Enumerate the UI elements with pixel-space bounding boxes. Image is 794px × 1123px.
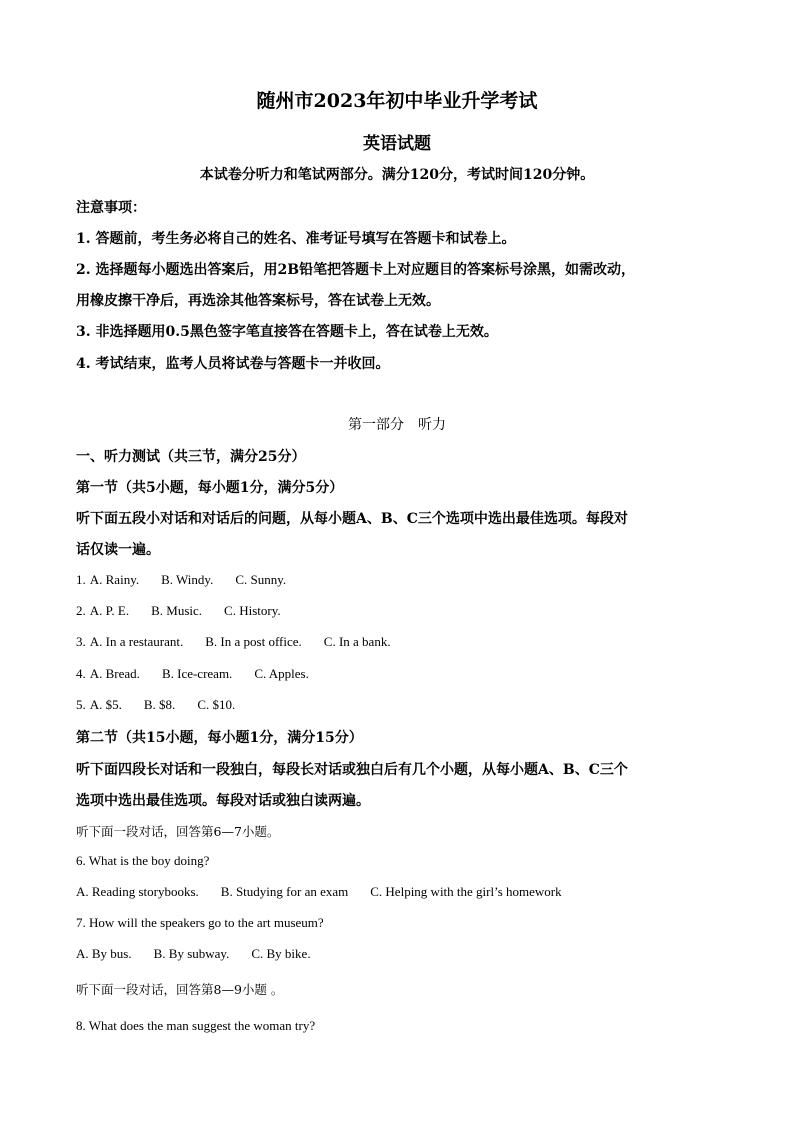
question-text: 6. What is the boy doing? — [76, 853, 210, 868]
option-c: C. By bike. — [251, 946, 311, 961]
option-c: C. Helping with the girl’s homework — [370, 884, 562, 899]
option-a: A. By bus. — [76, 946, 132, 961]
option-c: C. Sunny. — [235, 572, 287, 587]
option-b: B. Music. — [151, 603, 203, 618]
page-subtitle: 英语试题 — [363, 134, 431, 154]
question-row — [76, 697, 235, 713]
question-number: 4. — [76, 666, 86, 681]
listen-prompt: 听下面一段对话，回答第6—7小题。 — [76, 824, 280, 839]
option-a: A. Rainy. — [89, 572, 140, 587]
question-number: 3. — [76, 634, 86, 649]
notice-heading: 注意事项： — [76, 200, 146, 216]
exam-info: 本试卷分听力和笔试两部分。满分120分，考试时间120分钟。 — [199, 167, 595, 183]
subsection-heading: 第一节（共5小题，每小题1分，满分5分） — [76, 480, 344, 496]
instruction: 听下面四段长对话和一段独白，每段长对话或独白后有几个小题，从每小题A、B、C三个 — [76, 762, 628, 778]
notice-item: 4. 考试结束，监考人员将试卷与答题卡一并收回。 — [76, 356, 390, 372]
notice-item: 3. 非选择题用0.5黑色签字笔直接答在答题卡上，答在试卷上无效。 — [76, 324, 498, 340]
question-options — [76, 946, 311, 962]
option-c: C. Apples. — [254, 666, 309, 681]
option-b: B. In a post office. — [205, 634, 302, 649]
option-b: B. By subway. — [153, 946, 230, 961]
option-b: B. $8. — [143, 697, 176, 712]
page-title: 随州市2023年初中毕业升学考试 — [256, 90, 538, 112]
question-row — [76, 634, 391, 650]
option-b: B. Studying for an exam — [220, 884, 349, 899]
option-b: B. Windy. — [161, 572, 214, 587]
option-a: A. Bread. — [89, 666, 140, 681]
question-text: 7. How will the speakers go to the art museum? — [76, 915, 324, 930]
question-row — [76, 666, 309, 682]
instruction: 话仅读一遍。 — [76, 542, 160, 558]
instruction: 选项中选出最佳选项。每段对话或独白读两遍。 — [76, 793, 370, 809]
instruction: 听下面五段小对话和对话后的问题，从每小题A、B、C三个选项中选出最佳选项。每段对 — [76, 511, 628, 527]
question-number: 5. — [76, 697, 86, 712]
option-b: B. Ice-cream. — [161, 666, 233, 681]
section-heading: 一、听力测试（共三节，满分25分） — [76, 449, 306, 465]
notice-item: 用橡皮擦干净后，再选涂其他答案标号，答在试卷上无效。 — [76, 293, 440, 309]
option-a: A. Reading storybooks. — [76, 884, 199, 899]
question-number: 2. — [76, 603, 86, 618]
option-a: A. $5. — [89, 697, 122, 712]
notice-item: 1. 答题前，考生务必将自己的姓名、准考证号填写在答题卡和试卷上。 — [76, 231, 516, 247]
option-c: C. History. — [224, 603, 281, 618]
subsection-heading: 第二节（共15小题，每小题1分，满分15分） — [76, 730, 363, 746]
option-c: C. $10. — [197, 697, 236, 712]
question-row — [76, 572, 286, 588]
question-text: 8. What does the man suggest the woman try? — [76, 1018, 316, 1033]
question-options — [76, 884, 562, 900]
listen-prompt: 听下面一段对话，回答第8—9小题 。 — [76, 982, 284, 997]
question-number: 1. — [76, 572, 86, 587]
notice-item: 2. 选择题每小题选出答案后，用2B铅笔把答题卡上对应题目的答案标号涂黑，如需改动， — [76, 262, 636, 278]
option-a: A. In a restaurant. — [89, 634, 184, 649]
option-a: A. P. E. — [89, 603, 130, 618]
part-title: 第一部分 听力 — [348, 417, 446, 433]
option-c: C. In a bank. — [323, 634, 391, 649]
question-row — [76, 603, 281, 619]
